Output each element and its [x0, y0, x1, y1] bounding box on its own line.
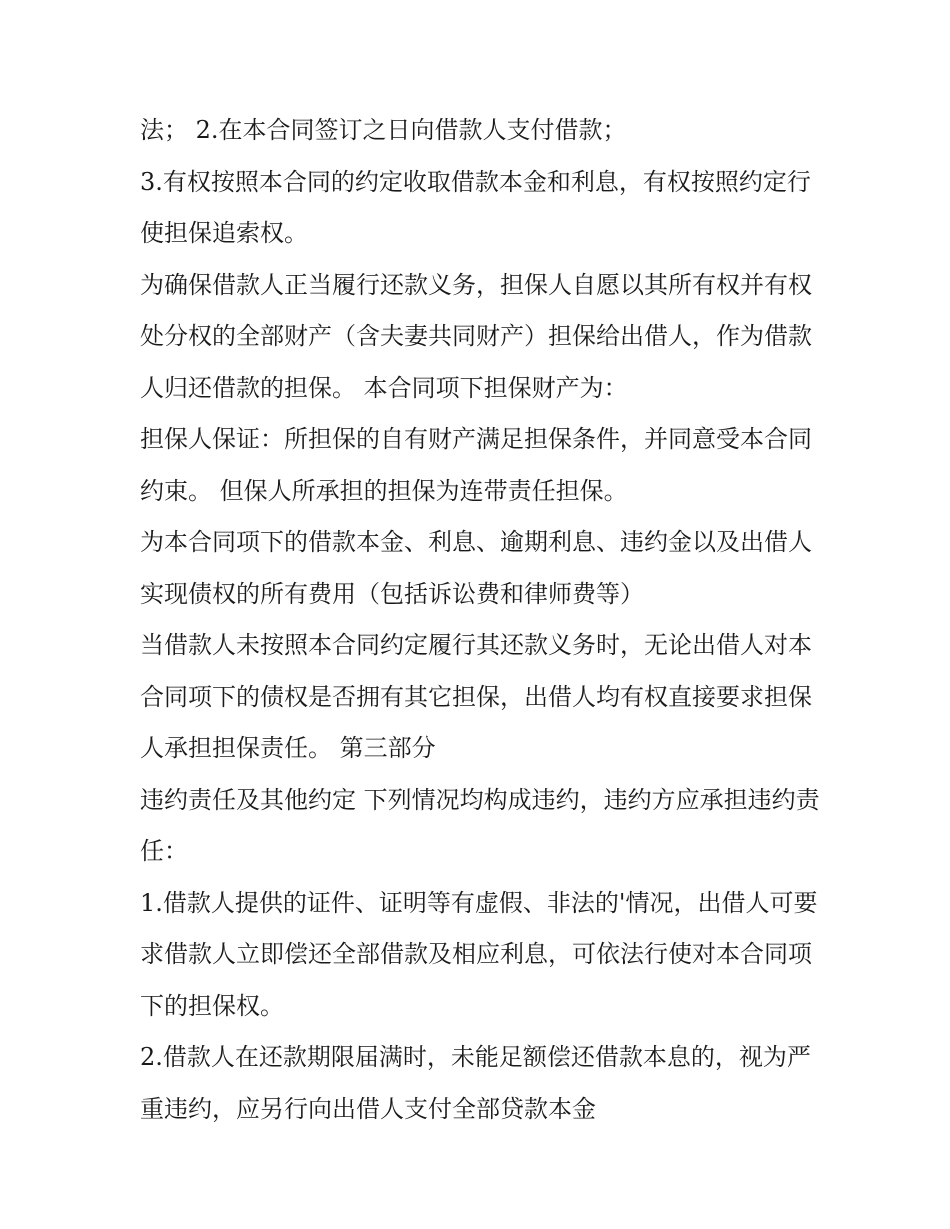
paragraph-9: 2.借款人在还款期限届满时，未能足额偿还借款本息的，视为严重违约，应另行向出借人支付全部贷款本金: [140, 1043, 811, 1123]
document-body: [140, 105, 820, 1135]
paragraph-3: 为确保借款人正当履行还款义务，担保人自愿以其所有权并有权处分权的全部财产（含夫妻共同财产）担保给出借人，作为借款人归还借款的担保。 本合同项下担保财产为：: [140, 270, 812, 402]
paragraph-7: 违约责任及其他约定 下列情况均构成违约，违约方应承担违约责任：: [140, 785, 820, 865]
paragraph-8: 1.借款人提供的证件、证明等有虚假、非法的'情况，出借人可要求借款人立即偿还全部借款及相应利息，可依法行使对本合同项下的担保权。: [140, 888, 818, 1020]
paragraph-1: 法； 2.在本合同签订之日向借款人支付借款；: [140, 116, 627, 144]
paragraph-5: 为本合同项下的借款本金、利息、逾期利息、违约金以及出借人实现债权的所有费用（包括诉讼费和律师费等）: [140, 528, 812, 608]
paragraph-4: 担保人保证：所担保的自有财产满足担保条件，并同意受本合同约束。 但保人所承担的担保为连带责任担保。: [140, 425, 812, 505]
paragraph-6: 当借款人未按照本合同约定履行其还款义务时，无论出借人对本合同项下的债权是否拥有其它担保，出借人均有权直接要求担保人承担担保责任。 第三部分: [140, 631, 812, 762]
paragraph-2: 3.有权按照本合同的约定收取借款本金和利息，有权按照约定行使担保追索权。: [140, 167, 811, 247]
